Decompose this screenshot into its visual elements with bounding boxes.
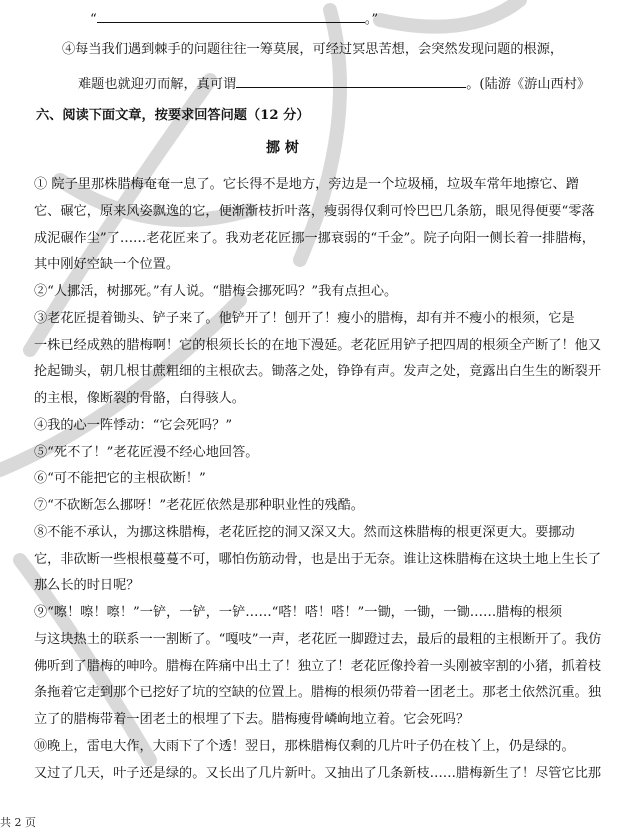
article-line: 立了的腊梅带着一团老土的根埋了下去。腊梅瘦骨嶙峋地立着。它会死吗？ — [34, 712, 470, 727]
quote-open: “ — [90, 12, 97, 27]
article-line: 成泥碾作尘”了……老花匠来了。我劝老花匠挪一挪衰弱的“千金”。院子向阳一侧长着一排腊梅， — [34, 231, 595, 246]
article-line: 其中刚好空缺一个位置。 — [34, 257, 180, 272]
article-line: ⑧不能不承认，为挪这株腊梅，老花匠挖的洞又深又大。然而这株腊梅的根更深更大。要挪动 — [34, 525, 575, 540]
article-line: 的主根，像断裂的骨骼，白得骇人。 — [34, 391, 245, 406]
answer-prompt-line — [90, 8, 378, 30]
item-4-line-2 — [78, 73, 590, 95]
article-line: 佛听到了腊梅的呻吟。腊梅在阵痛中出土了！独立了！老花匠像拎着一头刚被宰割的小猪，抓着枝 — [34, 659, 602, 674]
article-line: 抡起锄头，朝几根甘蔗粗细的主根砍去。锄落之处，铮铮有声。发声之处，竟露出白生生的断裂开 — [34, 364, 602, 379]
article-line: 与这块热土的联系一一割断了。“嘎吱”一声，老花匠一脚蹬过去，最后的最粗的主根断开了。我仿 — [34, 632, 602, 647]
item-4-line-1: ④每当我们遇到棘手的问题往往一筹莫展，可经过冥思苦想，会突然发现问题的根源， — [62, 42, 564, 57]
article-title: 挪 树 — [266, 140, 299, 156]
article-line: 一株已经成熟的腊梅啊！它的根须长长的在地下漫延。老花匠用铲子把四周的根须全产断了！他又 — [34, 338, 602, 353]
answer-blank-1[interactable] — [97, 8, 365, 23]
item-4-line-2-end: 。(陆游《游山西村》 — [466, 77, 591, 92]
article-line: 那么长的时日呢？ — [34, 578, 140, 593]
article-line: 它，非砍断一些根根蔓蔓不可，哪怕伤筋动骨，也是出于无奈。谁让这株腊梅在这块土地上生长了 — [34, 552, 602, 567]
article-line: ③老花匠提着锄头、铲子来了。他铲开了！刨开了！瘦小的腊梅，却有并不瘦小的根须，它是 — [34, 311, 575, 326]
article-line: ④我的心一阵悸动：“它会死吗？” — [34, 418, 233, 433]
article-line: ⑦“不砍断怎么挪呀！”老花匠依然是那种职业性的残酷。 — [34, 498, 364, 513]
section-heading: 六、阅读下面文章，按要求回答问题（12 分） — [36, 108, 310, 123]
article-line: ⑤“死不了！”老花匠漫不经心地回答。 — [34, 445, 259, 460]
article-line: ⑨“嚓！嚓！嚓！”一铲，一铲，一铲……“嗒！嗒！嗒！”一锄，一锄，一锄……腊梅的根须 — [34, 605, 563, 620]
article-line: ⑥“可不能把它的主根砍断！” — [34, 471, 206, 486]
article-line: ⑩晚上，雷电大作，大雨下了个透！翌日，那株腊梅仅剩的几片叶子仍在枝丫上，仍是绿的。 — [34, 739, 575, 754]
answer-blank-2[interactable] — [236, 73, 466, 88]
page-count-footer: 共 2 页 — [0, 816, 36, 829]
article-line: ②“人挪活，树挪死。”有人说。“腊梅会挪死吗？”我有点担心。 — [34, 284, 398, 299]
article-line: 条拖着它走到那个已挖好了坑的空缺的位置上。腊梅的根须仍带着一团老土。那老土依然沉重。独 — [34, 685, 602, 700]
quote-close: 。” — [364, 12, 379, 27]
article-line: 它、碾它，原来风姿飘逸的它，便渐渐枝折叶落，瘦弱得仅剩可怜巴巴几条筋，眼见得便要“零落 — [34, 204, 595, 219]
article-line: 又过了几天，叶子还是绿的。又长出了几片新叶。又抽出了几条新枝……腊梅新生了！尽管它比那 — [34, 766, 602, 781]
item-4-line-2-start: 难题也就迎刃而解，真可谓 — [78, 77, 237, 92]
article-line: ① 院子里那株腊梅奄奄一息了。它长得不是地方，旁边是一个垃圾桶，垃圾车常年地擦它、蹭 — [34, 177, 579, 192]
